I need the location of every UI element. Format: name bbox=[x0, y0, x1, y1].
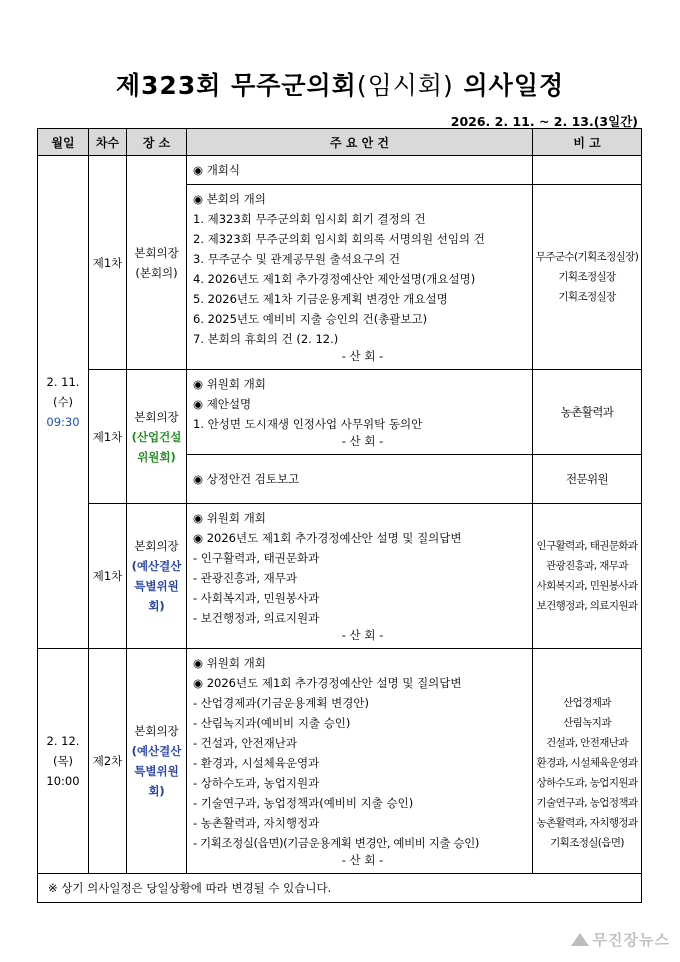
r4-sanhoe: - 산 회 - bbox=[341, 853, 384, 867]
r1-order: 제1차 bbox=[89, 156, 127, 370]
r4-agenda-cell bbox=[187, 649, 533, 874]
day1-weekday: (수) bbox=[52, 395, 74, 409]
day2-weekday: (목) bbox=[52, 754, 74, 768]
r2-review: ◉ 상정안건 검토보고 bbox=[193, 472, 300, 486]
r4-agenda-3: - 산림녹지과(예비비 지출 승인) bbox=[193, 716, 351, 730]
r1-agenda-6: 6. 2025년도 예비비 지출 승인의 건(총괄보고) bbox=[193, 312, 428, 326]
r4-note-6: 농촌활력과, 자치행정과 bbox=[536, 817, 638, 829]
r4-place bbox=[127, 649, 187, 874]
r1-sanhoe: - 산 회 - bbox=[341, 349, 384, 363]
r3-place-line1: 본회의장 bbox=[134, 539, 179, 553]
r3-agenda-cell bbox=[187, 504, 533, 649]
header-row bbox=[38, 129, 642, 156]
day2-time: 10:00 bbox=[46, 774, 80, 788]
r4-agenda-0: ◉ 위원회 개회 bbox=[193, 656, 266, 670]
r2-place bbox=[127, 370, 187, 504]
r4-agenda-2: - 산업경제과(기금운용계획 변경안) bbox=[193, 696, 369, 710]
day1-date-cell bbox=[38, 156, 89, 649]
schedule-table bbox=[37, 128, 642, 903]
mountain-icon bbox=[571, 933, 589, 946]
r1-agenda-7: 7. 본회의 휴회의 건 (2. 12.) bbox=[193, 332, 339, 346]
r3-agenda-4: - 사회복지과, 민원봉사과 bbox=[193, 591, 320, 605]
r3-note-0: 인구활력과, 태권문화과 bbox=[536, 540, 638, 552]
r4-place-line3: 특별위원회) bbox=[134, 764, 179, 798]
r4-agenda-7: - 기술연구과, 농업정책과(예비비 지출 승인) bbox=[193, 796, 414, 810]
r2-sanhoe: - 산 회 - bbox=[341, 434, 384, 448]
r4-note-3: 환경과, 시설체육운영과 bbox=[536, 757, 638, 769]
r3-agenda-0: ◉ 위원회 개회 bbox=[193, 511, 266, 525]
session-period: 2026. 2. 11. ~ 2. 13.(3일간) bbox=[450, 114, 638, 129]
day2-date-cell bbox=[38, 649, 89, 874]
r1-note-1: 기획조정실장 bbox=[558, 271, 616, 283]
r2-agenda-1: ◉ 제안설명 bbox=[193, 397, 252, 411]
day1-time: 09:30 bbox=[46, 415, 80, 429]
r3-agenda-3: - 관광진흥과, 재무과 bbox=[193, 571, 297, 585]
r4-agenda-8: - 농촌활력과, 자치행정과 bbox=[193, 816, 320, 830]
header-place: 장 소 bbox=[127, 129, 187, 156]
r3-note-3: 보건행정과, 의료지원과 bbox=[536, 600, 638, 612]
header-agenda: 주 요 안 건 bbox=[187, 129, 533, 156]
r3-agenda-2: - 인구활력과, 태권문화과 bbox=[193, 551, 320, 565]
r3-order: 제1차 bbox=[89, 504, 127, 649]
r2-place-line2: (산업건설 bbox=[131, 429, 182, 444]
r3-note-2: 사회복지과, 민원봉사과 bbox=[536, 580, 638, 592]
r2-place-line3: 위원회) bbox=[137, 449, 176, 464]
r2-agenda-cell bbox=[187, 370, 533, 455]
r1-place-line2: (본회의) bbox=[135, 265, 178, 280]
r4-agenda-9: - 기획조정실(읍면)(기금운용계획 변경안, 예비비 지출 승인) bbox=[193, 836, 479, 850]
r2-review-cell bbox=[187, 455, 533, 504]
r1-agenda-5: 5. 2026년도 제1차 기금운용계획 변경안 개요설명 bbox=[193, 292, 448, 306]
r1-notes-cell bbox=[533, 185, 642, 370]
table-row bbox=[38, 504, 642, 649]
r2-agenda-2: 1. 안성면 도시재생 인정사업 사무위탁 동의안 bbox=[193, 417, 423, 431]
r3-agenda-1: ◉ 2026년도 제1회 추가경정예산안 설명 및 질의답변 bbox=[193, 531, 462, 545]
day1-date: 2. 11. bbox=[46, 375, 80, 389]
r4-agenda-5: - 환경과, 시설체육운영과 bbox=[193, 756, 320, 770]
table-row bbox=[38, 649, 642, 874]
r2-agenda-0: ◉ 위원회 개회 bbox=[193, 377, 266, 391]
r2-review-note: 전문위원 bbox=[533, 455, 642, 504]
r3-place-line3: 특별위원회) bbox=[134, 579, 179, 613]
r2-order: 제1차 bbox=[89, 370, 127, 504]
r4-agenda-1: ◉ 2026년도 제1회 추가경정예산안 설명 및 질의답변 bbox=[193, 676, 462, 690]
table-row bbox=[38, 370, 642, 455]
r3-place-line2: (예산결산 bbox=[131, 559, 182, 573]
header-note: 비 고 bbox=[533, 129, 642, 156]
r3-agenda-5: - 보건행정과, 의료지원과 bbox=[193, 611, 320, 625]
r1-agenda-2: 2. 제323회 무주군의회 임시회 회의록 서명의원 선임의 건 bbox=[193, 232, 485, 246]
r4-notes-cell bbox=[533, 649, 642, 874]
table-row bbox=[38, 156, 642, 185]
r1-note-2: 기획조정실장 bbox=[558, 291, 616, 303]
watermark-logo bbox=[571, 929, 670, 950]
r1-opening: ◉ 개회식 bbox=[193, 163, 241, 177]
r2-note: 농촌활력과 bbox=[533, 370, 642, 455]
r1-agenda-4: 4. 2026년도 제1회 추가경정예산안 제안설명(개요설명) bbox=[193, 272, 476, 286]
r4-note-0: 산업경제과 bbox=[563, 697, 611, 709]
footer-row bbox=[38, 874, 642, 903]
r4-note-7: 기획조정실(읍면) bbox=[550, 837, 624, 849]
header-date: 월일 bbox=[38, 129, 89, 156]
r1-opening-cell bbox=[187, 156, 533, 185]
watermark-text: 무진장뉴스 bbox=[592, 931, 670, 949]
r1-agenda-1: 1. 제323회 무주군의회 임시회 회기 결정의 건 bbox=[193, 212, 426, 226]
title-tail: 의사일정 bbox=[463, 71, 565, 100]
r3-notes-cell bbox=[533, 504, 642, 649]
r1-note-0: 무주군수(기획조정실장) bbox=[535, 251, 639, 263]
footer-note: ※ 상기 의사일정은 당일상황에 따라 변경될 수 있습니다. bbox=[38, 874, 642, 903]
title-main: 제323회 무주군의회 bbox=[115, 71, 357, 100]
r4-agenda-4: - 건설과, 안전재난과 bbox=[193, 736, 297, 750]
r4-place-line2: (예산결산 bbox=[131, 744, 182, 758]
r4-agenda-6: - 상하수도과, 농업지원과 bbox=[193, 776, 320, 790]
r3-sanhoe: - 산 회 - bbox=[341, 628, 384, 642]
r4-note-5: 기술연구과, 농업정책과 bbox=[536, 797, 638, 809]
r1-opening-note bbox=[533, 156, 642, 185]
r3-place bbox=[127, 504, 187, 649]
day2-date: 2. 12. bbox=[46, 734, 80, 748]
r4-note-2: 건설과, 안전재난과 bbox=[546, 737, 628, 749]
r1-place bbox=[127, 156, 187, 370]
title-paren: (임시회) bbox=[356, 71, 454, 100]
page-title bbox=[0, 66, 680, 102]
r4-note-4: 상하수도과, 농업지원과 bbox=[536, 777, 638, 789]
r4-note-1: 산림녹지과 bbox=[563, 717, 611, 729]
r2-place-line1: 본회의장 bbox=[134, 409, 179, 424]
r1-agenda-3: 3. 무주군수 및 관계공무원 출석요구의 건 bbox=[193, 252, 400, 266]
r4-order: 제2차 bbox=[89, 649, 127, 874]
r3-note-1: 관광진흥과, 재무과 bbox=[546, 560, 628, 572]
header-order: 차수 bbox=[89, 129, 127, 156]
r1-agenda-0: ◉ 본회의 개의 bbox=[193, 192, 266, 206]
r4-place-line1: 본회의장 bbox=[134, 724, 179, 738]
r1-agenda-cell bbox=[187, 185, 533, 370]
r1-place-line1: 본회의장 bbox=[134, 245, 179, 260]
